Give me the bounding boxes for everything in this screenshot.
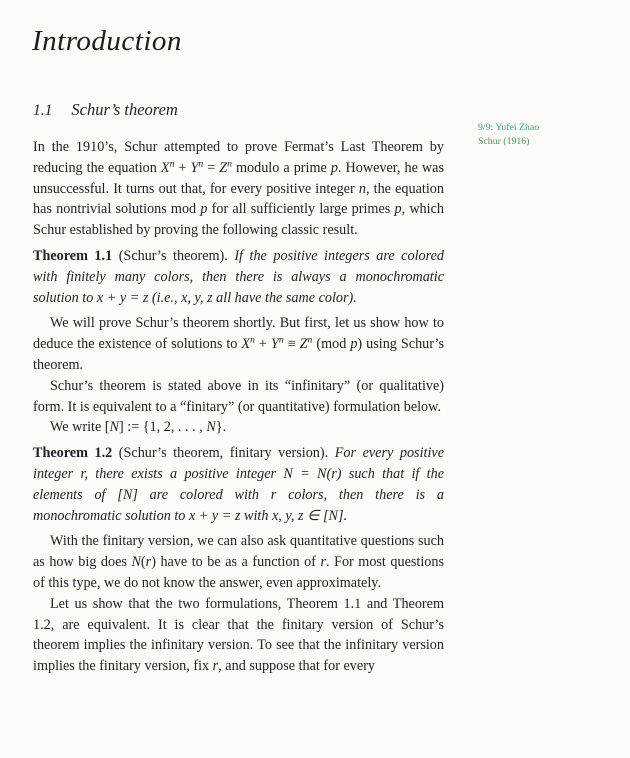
margin-notes-column <box>478 121 603 148</box>
text-segment: ) <box>151 554 156 571</box>
text-segment: (Schur’s theorem, finitary version). <box>112 445 329 462</box>
text-segment: p <box>350 336 358 353</box>
para-deduce-solutions <box>33 313 444 375</box>
text-segment: }. <box>215 419 227 436</box>
text-segment: (Schur’s theorem). <box>112 247 228 264</box>
text-segment: ) using Schur’s theorem. <box>33 336 444 373</box>
text-segment: ∈ [ <box>303 507 329 524</box>
text-segment: With the finitary version, we can also ask quantitative questions such as how big does <box>33 533 444 571</box>
text-segment: p <box>330 159 338 176</box>
section-title: Schur’s theorem <box>71 100 178 119</box>
text-segment: Theorem 1.2 <box>33 445 113 462</box>
text-segment: x <box>96 289 104 306</box>
text-segment: n <box>358 180 366 197</box>
text-segment: r <box>212 658 219 675</box>
text-segment: colors, then there is a monochromatic solution to <box>33 486 444 524</box>
text-segment: r <box>80 465 85 482</box>
para-notation-N <box>33 417 444 438</box>
text-segment: ] := {1, 2, . . . , <box>119 419 207 436</box>
para-infinitary-finitary <box>33 376 444 418</box>
text-segment: , and suppose that for every <box>218 658 376 675</box>
text-segment: = <box>203 159 220 176</box>
text-segment: N <box>328 507 338 524</box>
chapter-title: Introduction <box>32 25 182 58</box>
text-segment: y <box>211 507 219 524</box>
text-segment: x <box>271 507 279 524</box>
text-segment: ≡ <box>283 336 300 353</box>
text-segment: y <box>119 289 127 306</box>
section-heading <box>33 100 178 120</box>
text-segment: z <box>234 507 241 524</box>
text-segment: z <box>207 289 213 306</box>
text-segment: + <box>195 507 212 524</box>
text-segment: Y <box>190 159 199 176</box>
text-segment: n <box>169 158 175 170</box>
text-segment: + <box>254 336 271 353</box>
text-segment: = <box>292 465 318 482</box>
text-segment: If the positive integers are colored with finitely many colors, then there is always a monochromatic solution to <box>33 247 444 306</box>
text-segment: + <box>103 289 120 306</box>
text-segment: . However, he was unsuccessful. It turns out that, for every positive integer <box>33 159 444 197</box>
text-segment: ] are colored with <box>132 486 271 503</box>
text-segment: Schur’s theorem is stated above in its “infinitary” (or qualitative) form. It is equivalent to a “finitary” (or quantitative) formulation below. <box>33 377 444 415</box>
text-segment: with <box>240 507 272 524</box>
text-segment: Let us show that the two formulations, Theorem 1.1 and Theorem 1.2, are equivalent. It is clear that the finitary version of Schur’s theorem implies the infinitary version. To see that the infinitary version implies the finitary version, fix <box>33 595 444 675</box>
text-segment: r <box>270 486 277 503</box>
text-segment: for all sufficiently large primes <box>207 201 395 218</box>
section-number: 1.1 <box>33 102 53 119</box>
para-intro-schur-fermat <box>33 137 444 241</box>
theorem-1-2-schur-finitary <box>33 443 444 526</box>
text-segment: ) <box>336 465 342 482</box>
text-segment: n <box>307 334 313 346</box>
text-segment: N <box>109 419 119 436</box>
text-segment: ]. <box>337 507 348 524</box>
theorem-1-1-schur <box>33 246 444 308</box>
text-segment: all have the same color). <box>212 289 357 306</box>
text-segment: , <box>278 507 286 524</box>
text-segment: X <box>160 159 170 176</box>
text-segment: N <box>131 554 141 571</box>
text-segment: N <box>317 465 327 482</box>
text-segment: , <box>187 289 195 306</box>
text-segment: (mod <box>312 336 351 353</box>
text-segment: x <box>188 507 196 524</box>
text-segment: N <box>283 465 293 482</box>
text-segment: r <box>331 465 337 482</box>
text-segment: n <box>227 158 232 170</box>
text-segment: , <box>290 507 298 524</box>
text-segment: We will prove Schur’s theorem shortly. But first, let us show how to deduce the existence of solutions to <box>33 315 444 353</box>
text-segment: n <box>278 334 284 346</box>
text-segment: z <box>298 507 304 524</box>
text-segment: Z <box>219 159 228 176</box>
text-segment: r <box>145 554 152 571</box>
para-quantitative-questions <box>33 531 444 593</box>
text-segment: + <box>174 159 191 176</box>
text-segment: We write [ <box>50 419 110 436</box>
text-segment: ( <box>326 465 332 482</box>
text-segment: n <box>198 158 204 170</box>
text-segment: = <box>218 507 235 524</box>
text-segment: n <box>250 334 255 346</box>
text-segment: Z <box>299 336 308 353</box>
text-segment: Y <box>270 336 279 353</box>
text-segment: r <box>320 554 326 571</box>
text-segment: In the 1910’s, Schur attempted to prove Fermat’s Last Theorem by reducing the equation <box>33 139 444 176</box>
text-segment: N <box>122 486 133 503</box>
para-equivalence-argument <box>33 594 444 677</box>
text-segment: . For most questions of this type, we do not know the answer, even approximately. <box>33 554 444 591</box>
text-segment: have to be as a function of <box>155 554 321 571</box>
text-segment: N <box>206 419 216 436</box>
text-segment: For every positive integer <box>33 445 444 482</box>
text-segment: , the equation has nontrivial solutions mod <box>33 180 444 218</box>
text-segment: = <box>126 289 143 306</box>
text-segment: such that if the elements of [ <box>33 465 445 503</box>
text-segment: y <box>285 507 291 524</box>
text-segment: (i.e., <box>148 289 182 306</box>
text-segment: z <box>142 289 149 306</box>
text-segment: , there exists a positive integer <box>84 465 284 482</box>
text-segment: , <box>199 289 208 306</box>
margin-citation-schur-1916[interactable]: Schur (1916) <box>478 135 530 147</box>
text-segment: p <box>200 201 208 218</box>
text-segment: x <box>181 289 188 306</box>
text-segment: p <box>394 201 402 218</box>
page-body-column <box>33 137 444 677</box>
text-segment: modulo a prime <box>231 159 331 176</box>
margin-note-lecture-info: 9/9: Yufei Zhao <box>478 122 540 133</box>
text-segment: X <box>241 336 251 353</box>
text-segment: ( <box>140 554 146 571</box>
text-segment: , which Schur established by proving the following classic result. <box>33 201 444 239</box>
text-segment: Theorem 1.1 <box>33 247 113 264</box>
text-segment: y <box>194 289 200 306</box>
